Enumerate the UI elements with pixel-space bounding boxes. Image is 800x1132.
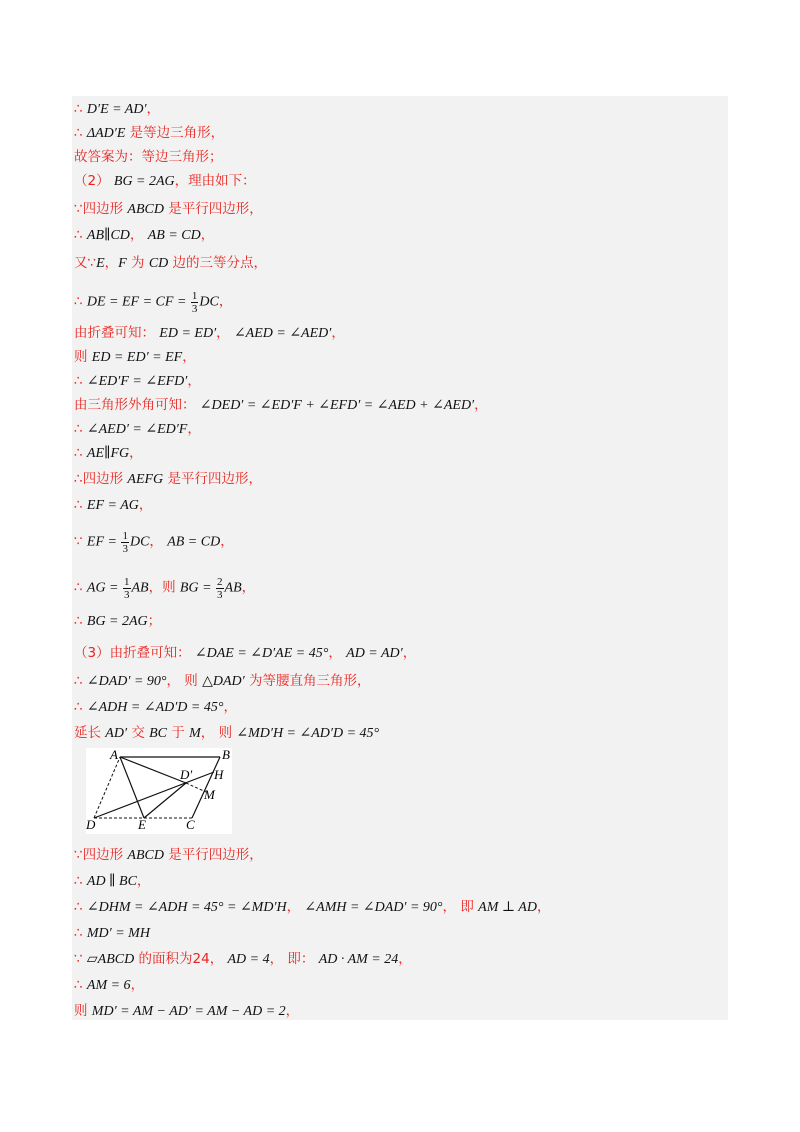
label-B: B	[222, 747, 230, 762]
fraction	[191, 290, 199, 315]
fraction	[121, 530, 129, 555]
solution-line	[74, 672, 371, 691]
fraction	[123, 576, 131, 601]
solution-text-segment: ∴	[74, 445, 87, 461]
solution-text-segment: ∵四边形	[74, 847, 128, 863]
solution-text-segment: ∴	[74, 227, 87, 243]
math-expression: EF = AG	[86, 498, 139, 513]
solution-text-segment: ∵	[74, 951, 87, 967]
solution-text-segment: 交	[127, 725, 150, 741]
math-expression: AM ⊥ AD	[478, 900, 537, 915]
solution-text-segment: ，	[187, 421, 201, 437]
math-expression: AD = 4	[227, 952, 270, 967]
solution-text-segment: ，	[241, 579, 256, 596]
solution-line	[74, 898, 550, 917]
solution-line	[74, 226, 214, 245]
math-expression: DE = EF = CF =	[86, 294, 190, 310]
math-expression: ∠AED′ = ∠ED′F	[86, 422, 188, 437]
solution-text-segment: 又∵	[74, 255, 97, 271]
solution-text-segment: ，	[328, 645, 347, 661]
math-expression: E	[96, 256, 105, 271]
solution-text-segment: ∴	[74, 497, 87, 513]
math-expression: AE∥FG	[86, 446, 130, 461]
solution-text-segment: ∴	[74, 125, 87, 141]
solution-text-segment: ，	[138, 497, 153, 513]
fraction-numerator: 2	[217, 576, 223, 588]
solution-text-segment: （3）由折叠可知：	[74, 645, 195, 661]
solution-text-segment: ，	[129, 445, 143, 461]
solution-line	[74, 470, 262, 489]
label-D-prime: D′	[180, 767, 193, 782]
solution-text-segment: 为	[126, 255, 149, 271]
solution-text-segment: 故答案为：等边三角形；	[74, 149, 223, 165]
solution-text-segment: 延长	[74, 725, 106, 741]
solution-text-segment: ∴	[74, 899, 87, 915]
solution-line	[74, 290, 232, 315]
math-expression: AB	[131, 580, 149, 596]
math-expression: AD · AM = 24	[318, 952, 399, 967]
math-expression: ∠ADH = ∠AD′D = 45°	[86, 700, 224, 715]
math-expression: D′E = AD′	[86, 102, 147, 117]
solution-line	[74, 924, 150, 943]
solution-line	[74, 124, 224, 143]
math-expression: ABCD	[127, 202, 164, 217]
solution-text-segment: ，	[285, 1003, 300, 1019]
segment-ED-prime	[144, 783, 186, 818]
solution-text-segment: ， 即：	[269, 951, 319, 967]
math-expression: ED = ED′	[159, 326, 217, 341]
solution-text-segment: ，	[129, 227, 148, 243]
solution-text-segment: ， 则	[200, 725, 237, 741]
math-expression: ∠DAE = ∠D′AE = 45°	[194, 646, 329, 661]
math-expression: AB = CD	[147, 228, 201, 243]
segment-AE	[120, 757, 144, 818]
math-expression: ED = ED′ = EF	[91, 350, 183, 365]
math-expression: ∠DAD′ = 90°	[86, 674, 167, 689]
solution-line	[74, 1002, 299, 1021]
solution-text-segment: ，	[474, 397, 488, 413]
fraction-denominator: 3	[191, 303, 198, 315]
math-expression: ∠DED′ = ∠ED′F + ∠EFD′ = ∠AED + ∠AED′	[199, 398, 475, 413]
math-expression: ∠AMH = ∠DAD′ = 90°	[304, 900, 443, 915]
solution-text-segment: ∴	[74, 579, 87, 596]
math-expression: ∠ED′F = ∠EFD′	[86, 374, 188, 389]
math-expression: ABCD	[127, 848, 164, 863]
fraction-numerator: 1	[191, 290, 198, 302]
solution-text-segment: 为等腰直角三角形，	[244, 673, 371, 689]
solution-text-segment: ，则	[148, 579, 180, 596]
solution-text-segment: 由三角形外角可知：	[74, 397, 200, 413]
math-expression: DC	[129, 534, 150, 550]
solution-line	[74, 444, 143, 463]
solution-text-segment: ，	[104, 255, 119, 271]
math-expression: AB = CD	[167, 534, 221, 550]
solution-text-segment: ∴	[74, 421, 87, 437]
solution-text-segment: 的面积为24，	[134, 951, 228, 967]
solution-text-segment: ，	[286, 899, 305, 915]
math-expression: △DAD′	[202, 674, 245, 689]
solution-text-segment: ，理由如下：	[174, 173, 256, 189]
solution-text-segment: ∴四边形	[74, 471, 128, 487]
solution-text-segment: ，	[331, 325, 345, 341]
solution-text-segment: ∴	[74, 977, 87, 993]
math-expression: AM = 6	[86, 978, 131, 993]
label-E: E	[138, 817, 146, 832]
solution-text-segment: ∴	[74, 293, 87, 310]
segment-AD-prime	[120, 757, 186, 783]
fraction	[216, 576, 224, 601]
math-expression: MD′ = MH	[86, 926, 150, 941]
solution-text-segment: ，	[136, 873, 151, 889]
math-expression: EF =	[86, 534, 121, 550]
solution-text-segment: ， 则	[166, 673, 203, 689]
segment-DA	[94, 757, 120, 818]
solution-text-segment: ∴	[74, 613, 87, 629]
solution-text-segment: ，	[187, 373, 201, 389]
solution-text-segment: ，	[149, 533, 168, 550]
solution-text-segment: 是平行四边形，	[163, 201, 263, 217]
solution-text-segment: ， 即	[442, 899, 479, 915]
solution-text-segment: ，	[200, 227, 215, 243]
math-expression: AB	[224, 580, 242, 596]
math-expression: BC	[149, 726, 168, 741]
solution-line	[74, 698, 237, 717]
solution-line	[74, 348, 196, 367]
math-expression: CD	[148, 256, 169, 271]
solution-line	[74, 324, 345, 343]
label-C: C	[186, 817, 195, 832]
solution-line	[74, 496, 152, 515]
solution-line	[74, 872, 150, 891]
solution-text-segment: ，	[218, 293, 233, 310]
solution-line	[74, 976, 144, 995]
solution-text-segment: 是等边三角形，	[125, 125, 225, 141]
solution-line	[74, 100, 160, 119]
math-expression: BG = 2AG	[113, 174, 175, 189]
label-M: M	[204, 787, 215, 802]
math-expression: ΔAD′E	[86, 126, 126, 141]
fraction-denominator: 3	[124, 589, 130, 601]
solution-line	[74, 372, 201, 391]
solution-text-segment: ，	[216, 325, 234, 341]
fraction-numerator: 1	[124, 576, 130, 588]
solution-line	[74, 724, 379, 743]
solution-text-segment: ∴	[74, 673, 87, 689]
fraction-numerator: 1	[122, 530, 128, 542]
math-expression: ∠AED = ∠AED′	[233, 326, 332, 341]
solution-line	[74, 612, 161, 631]
solution-line	[74, 148, 223, 167]
solution-line	[74, 950, 412, 969]
label-H: H	[214, 767, 224, 782]
label-A: A	[110, 747, 118, 762]
solution-text-segment: ，	[146, 101, 161, 117]
solution-text-segment: ，	[223, 699, 237, 715]
label-D: D	[86, 817, 96, 832]
math-expression: M	[189, 726, 201, 741]
solution-text-segment: ∴	[74, 873, 87, 889]
solution-line	[74, 172, 256, 191]
solution-text-segment: ∴	[74, 101, 87, 117]
math-expression: DC	[199, 294, 219, 310]
math-expression: F	[118, 256, 127, 271]
solution-text-segment: 则	[74, 1003, 92, 1019]
math-expression: AG =	[86, 580, 122, 596]
fraction-denominator: 3	[217, 589, 223, 601]
solution-text-segment: ∴	[74, 699, 87, 715]
solution-text-segment: ，	[182, 349, 196, 365]
math-expression: MD′ = AM − AD′ = AM − AD = 2	[91, 1004, 286, 1019]
segment-D-prime-M	[186, 783, 206, 792]
solution-text-segment: ∵四边形	[74, 201, 128, 217]
solution-text-segment: 是平行四边形，	[163, 847, 263, 863]
geometry-figure	[86, 748, 232, 834]
solution-text-segment: （2）	[74, 173, 114, 189]
math-expression: BG = 2AG	[86, 614, 148, 629]
solution-text-segment: 则	[74, 349, 92, 365]
solution-line	[74, 644, 416, 663]
fraction-denominator: 3	[122, 543, 128, 555]
solution-line	[74, 254, 267, 273]
solution-line	[74, 530, 234, 555]
solution-text-segment: ，	[220, 533, 234, 550]
solution-line	[74, 420, 201, 439]
solution-line	[74, 846, 263, 865]
math-expression: AD′	[105, 726, 128, 741]
solution-line	[74, 576, 255, 601]
math-expression: AB∥CD	[86, 228, 130, 243]
math-expression: AD = AD′	[346, 646, 403, 661]
math-expression: ▱ABCD	[86, 952, 135, 967]
solution-text-segment: 边的三等分点，	[168, 255, 268, 271]
math-expression: BG =	[179, 580, 216, 596]
math-expression: AD ∥ BC	[86, 874, 137, 889]
solution-text-segment: ∴	[74, 373, 87, 389]
solution-text-segment: ∵	[74, 533, 87, 550]
solution-text-segment: 由折叠可知：	[74, 325, 160, 341]
solution-line	[74, 200, 263, 219]
solution-text-segment: ，	[536, 899, 551, 915]
solution-text-segment: ，	[398, 951, 412, 967]
math-expression: AEFG	[127, 472, 164, 487]
math-expression: ∠MD′H = ∠AD′D = 45°	[236, 726, 380, 741]
math-expression: ∠DHM = ∠ADH = 45° = ∠MD′H	[86, 900, 287, 915]
solution-text-segment: 是平行四边形，	[163, 471, 262, 487]
solution-text-segment: 于	[167, 725, 190, 741]
solution-line	[74, 396, 488, 415]
solution-text-segment: ，	[130, 977, 145, 993]
solution-text-segment: ∴	[74, 925, 87, 941]
solution-text-segment: ，	[402, 645, 417, 661]
solution-text-segment: ；	[147, 613, 162, 629]
segment-DH	[94, 772, 214, 818]
